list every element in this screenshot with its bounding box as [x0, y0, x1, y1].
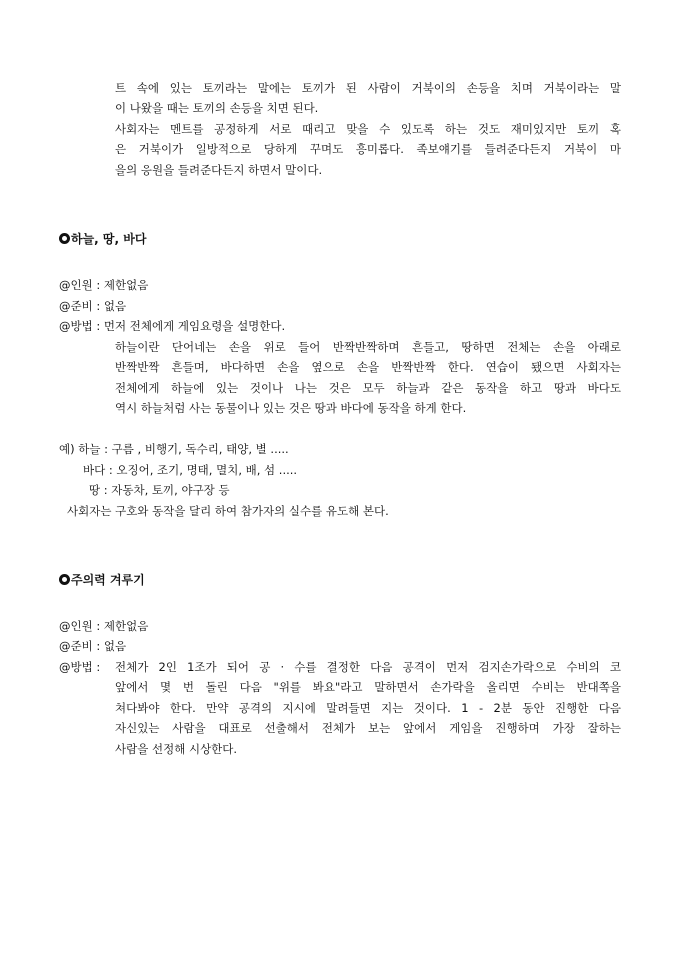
method-detail-1: 하늘이란 단어네는 손을 위로 들어 반짝반짝하며 흔들고, 땅하면 전체는 손을 아래로	[115, 340, 621, 354]
example-sky: 예) 하늘 : 구름 , 비행기, 독수리, 태양, 별 .....	[59, 442, 289, 456]
method-line: @방법 : 먼저 전체에게 게임요령을 설명한다.	[59, 319, 286, 333]
example-sea: 바다 : 오징어, 조기, 명태, 멸치, 배, 섬 .....	[83, 463, 298, 477]
method-detail-3: 전체에게 하늘에 있는 것이나 나는 것은 모두 하늘과 같은 동작을 하고 땅과 바다도	[115, 381, 621, 395]
method-detail-3: 쳐다봐야 한다. 만약 공격의 지시에 말려들면 지는 것이다. 1 - 2분 동안 진행한 다음	[115, 701, 621, 715]
intro-line-5: 을의 응원을 들려준다든지 하면서 말이다.	[115, 163, 323, 177]
members-line: @인원 : 제한없음	[59, 278, 149, 292]
section-title: 주의력 겨루기	[71, 573, 145, 587]
method-detail-4: 역시 하늘처럼 사는 동물이나 있는 것은 땅과 바다에 동작을 하게 한다.	[115, 401, 467, 415]
intro-line-2: 이 나왔을 때는 토끼의 손등을 치면 된다.	[115, 101, 319, 115]
section-heading-attention	[59, 574, 145, 586]
section-title: 하늘, 땅, 바다	[71, 232, 147, 246]
moderator-note: 사회자는 구호와 동작을 달리 하여 참가자의 실수를 유도해 본다.	[67, 504, 389, 518]
bullet-icon	[59, 233, 70, 244]
section-heading-sky-land-sea	[59, 233, 146, 245]
method-detail-4: 자신있는 사람을 대표로 선출해서 전체가 보는 앞에서 게임을 진행하며 가장 잘하는	[115, 721, 621, 735]
intro-line-4: 은 거북이가 일방적으로 당하게 꾸며도 흥미롭다. 족보얘기를 들려준다든지 거북이 마	[115, 142, 621, 156]
method-detail-5: 사람을 선정해 시상한다.	[115, 742, 238, 756]
method-detail-2: 앞에서 몇 번 돌린 다음 "위를 봐요"라고 말하면서 손가락을 올리면 수비는 반대쪽을	[115, 680, 621, 694]
intro-line-1: 트 속에 있는 토끼라는 말에는 토끼가 된 사람이 거북이의 손등을 치며 거북이라는 말	[115, 81, 621, 95]
example-land: 땅 : 자동차, 토끼, 야구장 등	[89, 483, 230, 497]
method-detail-1: 전체가 2인 1조가 되어 공 · 수를 결정한 다음 공격이 먼저 검지손가락으로 수비의 코	[115, 660, 621, 674]
bullet-icon	[59, 574, 70, 585]
method-label: @방법 :	[59, 660, 101, 674]
members-line: @인원 : 제한없음	[59, 619, 149, 633]
prep-line: @준비 : 없음	[59, 639, 127, 653]
intro-line-3: 사회자는 멘트를 공정하게 서로 때리고 맞을 수 있도록 하는 것도 재미있지만 토끼 혹	[115, 122, 621, 136]
method-detail-2: 반짝반짝 흔들며, 바다하면 손을 옆으로 손을 반짝반짝 한다. 연습이 됐으면 사회자는	[115, 360, 621, 374]
prep-line: @준비 : 없음	[59, 299, 127, 313]
